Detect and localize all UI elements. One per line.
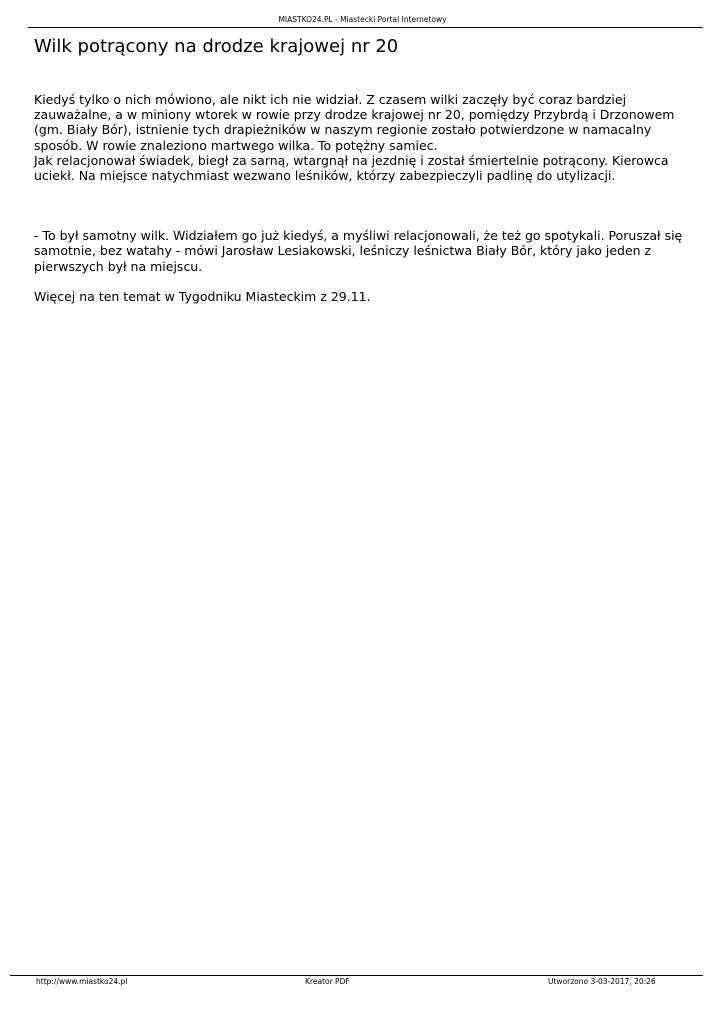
- article-paragraph-intro: Kiedyś tylko o nich mówiono, ale nikt ich nie widział. Z czasem wilki zaczęły być coraz bardziej zauważalne, a w miniony wtorek w rowie przy drodze krajowej nr 20, pomiędzy Przybrdą i Drzonowem (gm. Biały Bór), istnienie tych drapieżników w naszym regionie zostało potwierdzone w namacalny sposób. W rowie znaleziono martwego wilka. To potężny samiec. Jak relacjonował świadek, biegł za sarną, wtargnął na jezdnię i został śmiertelnie potrącony. Kierowca uciekł. Na miejsce natychmiast wezwano leśników, którzy zabezpieczyli padlinę do utylizacji.: [34, 92, 675, 184]
- footer-generator: Kreator PDF: [305, 977, 350, 986]
- page-header-site-title: MIASTKO24.PL - Miastecki Portal Internetowy: [278, 15, 447, 24]
- article-paragraph-more-info: Więcej na ten temat w Tygodniku Miasteckim z 29.11.: [34, 288, 371, 304]
- article-title: Wilk potrącony na drodze krajowej nr 20: [34, 36, 399, 57]
- article-body: [34, 92, 696, 304]
- article-paragraph-quote: - To był samotny wilk. Widziałem go już kiedyś, a myśliwi relacjonowali, że też go spotykali. Poruszał się samotnie, bez watahy - mówi Jarosław Lesiakowski, leśniczy leśnictwa Biały Bór, który jako jeden z pierwszych był na miejscu.: [34, 228, 683, 274]
- header-divider: [28, 27, 703, 28]
- footer-divider: [10, 975, 703, 976]
- footer-created-date: Utworzono 3-03-2017, 20:26: [548, 977, 656, 986]
- footer-url: http://www.miastko24.pl: [36, 977, 128, 986]
